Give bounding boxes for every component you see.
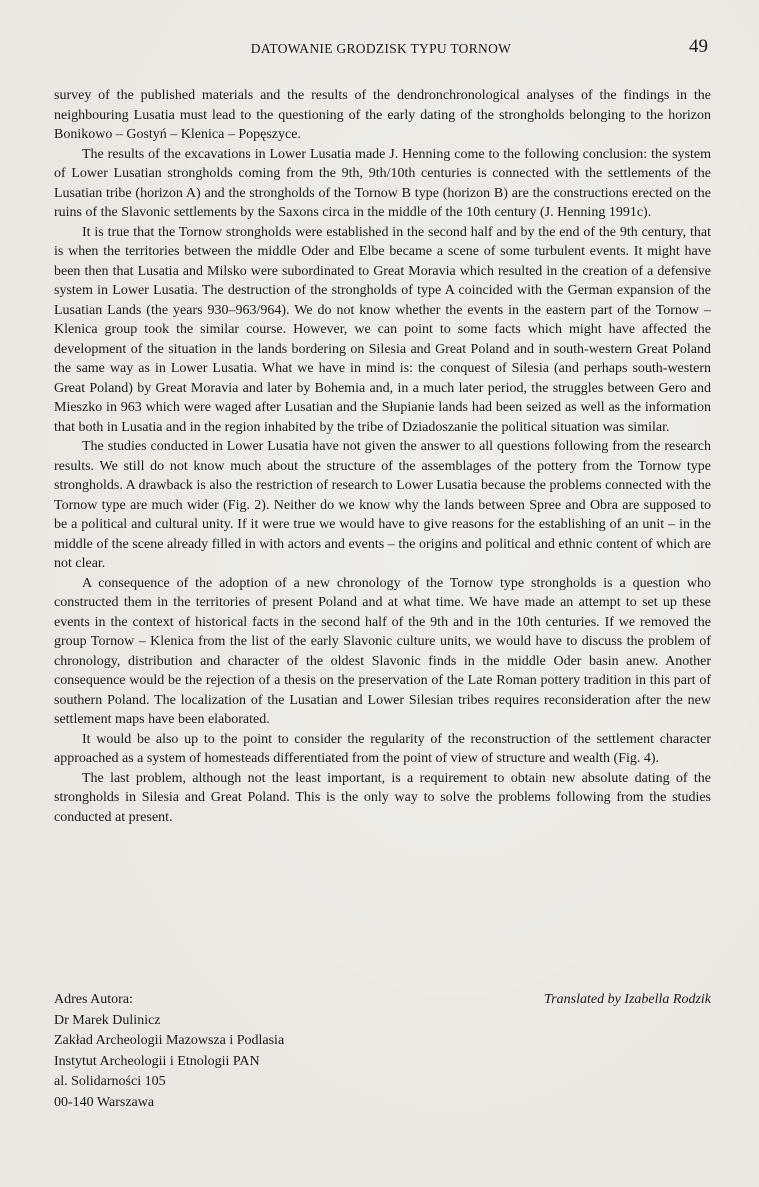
address-line-department: Zakład Archeologii Mazowsza i Podlasia xyxy=(54,1033,285,1048)
page-header xyxy=(54,36,708,62)
paragraph-2: The results of the excavations in Lower Lusatia made J. Henning come to the following conclusion: the system of Lower Lusatian strongholds coming from the 9th, 9th/10th centuries is connected with the settlements of the Lusatian tribe (horizon A) and the strongholds of the Tornow B type (horizon B) are the constructions erected on the ruins of the Slavonic settlements by the Saxons circa in the middle of the 10th century (J. Henning 1991c). xyxy=(54,146,711,220)
paragraph-1: survey of the published materials and the results of the dendronchronological analyses of the findings in the neighbouring Lusatia must lead to the questioning of the early dating of the strongholds belonging to the horizon Bonikowo – Gostyń – Klenica – Popęszyce. xyxy=(54,88,711,142)
paragraph-7: The last problem, although not the least important, is a requirement to obtain new absolute dating of the strongholds in Silesia and Great Poland. This is the only way to solve the problems following from the studies conducted at present. xyxy=(54,770,711,825)
paragraph-5: A consequence of the adoption of a new chronology of the Tornow type strongholds is a question who constructed them in the territories of present Poland and at what time. We have made an attempt to set up these events in the context of historical facts in the second half of the 9th and in the 10th centuries. If we removed the group Tornow – Klenica from the list of the early Slavonic culture units, we would have to discuss the problem of chronology, distribution and character of the oldest Slavonic finds in the middle Oder basin anew. Another consequence would be the rejection of a thesis on the preservation of the Late Roman pottery tradition in this part of southern Poland. The localization of the Lusatian and Lower Silesian tribes requires reconsideration after the new settlement maps have been elaborated. xyxy=(54,575,711,727)
address-line-street: al. Solidarności 105 xyxy=(54,1074,166,1089)
address-line-label: Adres Autora: xyxy=(54,992,133,1007)
body-text xyxy=(54,86,711,827)
author-address xyxy=(54,990,284,1113)
page-number: 49 xyxy=(689,36,708,57)
running-title: DATOWANIE GRODZISK TYPU TORNOW xyxy=(250,41,512,56)
translator-credit: Translated by Izabella Rodzik xyxy=(544,992,711,1007)
address-line-institute: Instytut Archeologii i Etnologii PAN xyxy=(54,1053,260,1069)
paragraph-6: It would be also up to the point to consider the regularity of the reconstruction of the settlement character approached as a system of homesteads differentiated from the point of view of structure and wealth (Fig. 4). xyxy=(54,731,711,766)
paragraph-4: The studies conducted in Lower Lusatia have not given the answer to all questions following from the research results. We still do not know much about the structure of the assemblages of the pottery from the Tornow type strongholds. A drawback is also the restriction of research to Lower Lusatia because the problems connected with the Tornow type are much wider (Fig. 2). Neither do we know why the lands between Spree and Obra are supposed to be a political and cultural unity. If it were true we would have to give reasons for the establishing of an unit – in the middle of the scene already filled in with actors and events – the origins and political and ethnic content of which are not clear. xyxy=(54,439,711,571)
address-line-city: 00-140 Warszawa xyxy=(54,1094,155,1110)
paragraph-3: It is true that the Tornow strongholds were established in the second half and by the end of the 9th century, that is when the territories between the middle Oder and Elbe became a scene of some turbulent events. It might have been then that Lusatia and Milsko were subordinated to Great Moravia which resulted in the creation of a defensive system in Lower Lusatia. The destruction of the strongholds of type A coincided with the German expansion of the Lusatian Lands (the years 930–963/964). We do not know whether the events in the eastern part of the Tornow – Klenica group took the similar course. However, we can point to some facts which might have affected the development of the situation in the lands bordering on Silesia and Great Poland and in south-western Great Poland the same way as in Lower Lusatia. What we have in mind is: the conquest of Silesia (and perhaps south-western Great Poland) by Great Moravia and later by Bohemia and, in a much later period, the struggles between Gero and Mieszko in 963 which were waged after Lusatian and the Słupianie lands had been seized as well as the information that both in Lusatia and in the region inhabited by the tribe of Dziadoszanie the political situation was similar. xyxy=(54,224,711,435)
address-line-name: Dr Marek Dulinicz xyxy=(54,1012,161,1028)
